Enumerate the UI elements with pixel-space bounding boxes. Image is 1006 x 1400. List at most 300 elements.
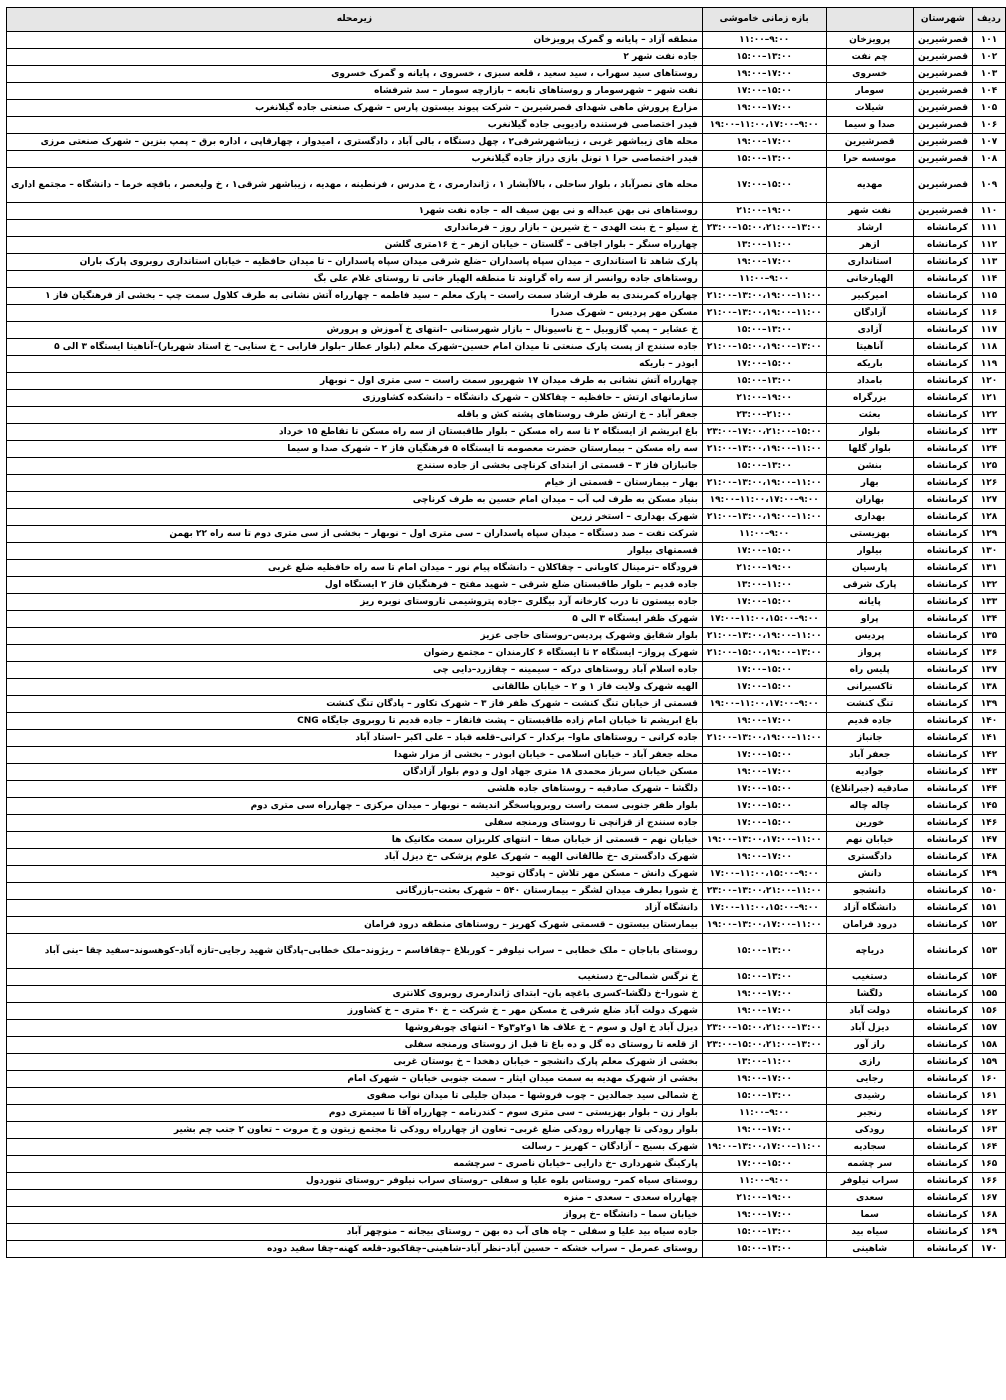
table-row [7,1071,1006,1088]
table-row [7,1020,1006,1037]
county-cell: کرمانشاه [913,611,972,628]
city-cell: پراو [826,611,913,628]
city-cell: دانشگاه آزاد [826,900,913,917]
outage-time-cell: ۱۱:۰۰–۱۳:۰۰،۱۹:۰۰–۲۱:۰۰ [702,288,826,305]
outage-time-cell: ۱۱:۰۰–۱۳:۰۰،۱۹:۰۰–۲۱:۰۰ [702,441,826,458]
county-cell: کرمانشاه [913,1020,972,1037]
subdistrict-cell: الهیه شهرک ولایت فاز ۱ و ۲ – خیابان طالقانی [7,679,703,696]
subdistrict-cell: محله جعفر آباد – خیابان اسلامی – خیابان ابوذر – بخشی از مزار شهدا [7,747,703,764]
outage-time-cell: ۱۷:۰۰–۱۹:۰۰ [702,713,826,730]
city-cell: بهار [826,475,913,492]
subdistrict-cell: جاده سیاه بید علیا و سفلی – چاه های آب ده بهن – روستای بیجانه – منوچهر آباد [7,1224,703,1241]
row-number-cell: ۱۳۷ [972,662,1005,679]
subdistrict-cell: روستاهای نی بهن عبداله و نی بهن سیف اله – جاده نفت شهر۱ [7,203,703,220]
table-row [7,1054,1006,1071]
row-number-cell: ۱۵۰ [972,883,1005,900]
subdistrict-cell: خ نرگس شمالی–خ دستغیب [7,969,703,986]
outage-time-cell: ۱۵:۰۰–۱۷:۰۰ [702,747,826,764]
subdistrict-cell: باغ ابریشم تا خیابان امام زاده طاقبستان – پشت فانفار – جاده قدیم تا روبروی جایگاه CNG [7,713,703,730]
county-cell: کرمانشاه [913,560,972,577]
city-cell: راز آور [826,1037,913,1054]
county-cell: قصرشیرین [913,117,972,134]
subdistrict-cell: خیابان سما – دانشگاه –خ پرواز [7,1207,703,1224]
county-cell: کرمانشاه [913,1207,972,1224]
county-cell: کرمانشاه [913,441,972,458]
city-cell: بهاران [826,492,913,509]
subdistrict-cell: فیدر اختصاصی فرستنده رادیویی جاده گیلانغرب [7,117,703,134]
city-cell: پلیس راه [826,662,913,679]
subdistrict-cell: شرکت نفت – صد دستگاه – میدان سپاه پاسداران – سی متری اول – نوبهار – بخشی از سی متری دوم تا سه راه ۲۲ بهمن [7,526,703,543]
county-cell: قصرشیرین [913,66,972,83]
table-row [7,237,1006,254]
county-cell: قصرشیرین [913,32,972,49]
county-cell: کرمانشاه [913,764,972,781]
city-cell: جعفر آباد [826,747,913,764]
county-cell: کرمانشاه [913,730,972,747]
city-cell: رودکی [826,1122,913,1139]
row-number-cell: ۱۲۳ [972,424,1005,441]
county-cell: کرمانشاه [913,900,972,917]
table-row [7,254,1006,271]
row-number-cell: ۱۵۲ [972,917,1005,934]
city-cell: آزادی [826,322,913,339]
subdistrict-cell: روستاهای سید سهراب ، سید سعید ، قلعه سبزی ، خسروی ، پایانه و گمرک خسروی [7,66,703,83]
outage-time-cell: ۱۵:۰۰–۱۷:۰۰ [702,594,826,611]
county-cell: کرمانشاه [913,696,972,713]
county-cell: کرمانشاه [913,373,972,390]
row-number-cell: ۱۰۱ [972,32,1005,49]
county-cell: کرمانشاه [913,747,972,764]
subdistrict-cell: مزارع پرورش ماهی شهدای قصرشیرین – شرکت پیوند بیستون پارس – شهرک صنعتی جاده گیلانغرب [7,100,703,117]
outage-time-cell: ۹:۰۰–۱۱:۰۰،۱۷:۰۰–۱۹:۰۰ [702,117,826,134]
city-cell: جوادیه [826,764,913,781]
county-cell: کرمانشاه [913,662,972,679]
city-cell: دیزل آباد [826,1020,913,1037]
outage-time-cell: ۱۱:۰۰–۱۳:۰۰،۱۷:۰۰–۱۹:۰۰ [702,832,826,849]
county-cell: کرمانشاه [913,917,972,934]
row-number-cell: ۱۱۶ [972,305,1005,322]
subdistrict-cell: از قلعه تا روستای ده گل و ده باغ تا قبل از روستای ورمنجه سفلی [7,1037,703,1054]
table-row [7,781,1006,798]
county-cell: کرمانشاه [913,1139,972,1156]
city-cell: باریکه [826,356,913,373]
table-row [7,543,1006,560]
city-cell: بنشن [826,458,913,475]
table-row [7,747,1006,764]
city-cell: سیاه بید [826,1224,913,1241]
table-row [7,1105,1006,1122]
row-number-cell: ۱۳۹ [972,696,1005,713]
subdistrict-cell: شهرک دولت آباد ضلع شرقی خ مسکن مهر – خ شرکت – خ ۴۰ متری – خ کشاورز [7,1003,703,1020]
table-row [7,969,1006,986]
outage-time-cell: ۱۹:۰۰–۲۱:۰۰ [702,1190,826,1207]
subdistrict-cell: چهارراه سعدی – سعدی – منزه [7,1190,703,1207]
outage-time-cell: ۱۱:۰۰–۱۳:۰۰ [702,1054,826,1071]
county-cell: کرمانشاه [913,969,972,986]
subdistrict-cell: خ عشایر – پمپ گازوییل – خ ناسیونال – بازار شهرستانی –انتهای خ آموزش و پرورش [7,322,703,339]
city-cell: بامداد [826,373,913,390]
city-cell: آزادگان [826,305,913,322]
row-number-cell: ۱۵۷ [972,1020,1005,1037]
header-county: شهرستان [913,8,972,32]
subdistrict-cell: خ شورا–خ دلگشا–کسری باغچه بان– ابتدای ژاندارمری روبروی کلانتری [7,986,703,1003]
row-number-cell: ۱۱۷ [972,322,1005,339]
outage-time-cell: ۱۳:۰۰–۱۵:۰۰ [702,934,826,969]
outage-time-cell: ۹:۰۰–۱۱:۰۰ [702,32,826,49]
table-row [7,594,1006,611]
row-number-cell: ۱۶۱ [972,1088,1005,1105]
subdistrict-cell: باغ ابریشم از ایستگاه ۲ تا سه راه مسکن – بلوار طاقبستان از سه راه مسکن تا تقاطع ۱۵ خرداد [7,424,703,441]
row-number-cell: ۱۴۳ [972,764,1005,781]
county-cell: قصرشیرین [913,134,972,151]
row-number-cell: ۱۲۸ [972,509,1005,526]
outage-time-cell: ۱۱:۰۰–۱۳:۰۰،۱۹:۰۰–۲۱:۰۰ [702,509,826,526]
table-row [7,798,1006,815]
city-cell: ارشاد [826,220,913,237]
subdistrict-cell: خ شمالی سید جمالدین – چوب فروشها – میدان جلیلی تا میدان نواب صفوی [7,1088,703,1105]
table-row [7,696,1006,713]
outage-time-cell: ۱۱:۰۰–۱۳:۰۰،۱۷:۰۰–۱۹:۰۰ [702,917,826,934]
outage-time-cell: ۱۳:۰۰–۱۵:۰۰ [702,458,826,475]
county-cell: کرمانشاه [913,509,972,526]
city-cell: پردیس [826,628,913,645]
row-number-cell: ۱۶۴ [972,1139,1005,1156]
city-cell: بعثت [826,407,913,424]
city-cell: سومار [826,83,913,100]
row-number-cell: ۱۰۴ [972,83,1005,100]
city-cell: پارسیان [826,560,913,577]
subdistrict-cell: جانبازان فاز ۳ – قسمتی از ابتدای کرناچی بخشی از جاده سنندج [7,458,703,475]
subdistrict-cell: جاده سنندج از پست پارک صنعتی تا میدان امام حسین–شهرک معلم (بلوار عطار –بلوار فارابی – خ سنایی– خ استاد شهریار)–آناهیتا ایستگاه ۳ الی ۵ [7,339,703,356]
city-cell: جانباز [826,730,913,747]
table-row [7,1224,1006,1241]
table-row [7,322,1006,339]
county-cell: قصرشیرین [913,83,972,100]
outage-time-cell: ۱۹:۰۰–۲۱:۰۰ [702,390,826,407]
outage-time-cell: ۱۱:۰۰–۱۳:۰۰،۱۹:۰۰–۲۱:۰۰ [702,305,826,322]
header-row-number: ردیف [972,8,1005,32]
outage-time-cell: ۹:۰۰–۱۱:۰۰،۱۵:۰۰–۱۷:۰۰ [702,900,826,917]
row-number-cell: ۱۵۳ [972,934,1005,969]
table-row [7,271,1006,288]
county-cell: قصرشیرین [913,203,972,220]
subdistrict-cell: سه راه مسکن – بیمارستان حضرت معصومه تا ایستگاه ۵ فرهنگیان فاز ۲ – شهرک صدا و سیما [7,441,703,458]
row-number-cell: ۱۲۴ [972,441,1005,458]
county-cell: کرمانشاه [913,883,972,900]
row-number-cell: ۱۵۹ [972,1054,1005,1071]
table-row [7,611,1006,628]
city-cell: پارک شرقی [826,577,913,594]
subdistrict-cell: چهارراه کمربندی به طرف ارشاد سمت راست – پارک معلم – سید فاطمه – چهارراه آتش نشانی به طرف کلاول سمت چپ – بخشی از فرهنگیان فاز ۱ [7,288,703,305]
table-row [7,934,1006,969]
outage-time-cell: ۱۷:۰۰–۱۹:۰۰ [702,764,826,781]
table-body [7,32,1006,1258]
row-number-cell: ۱۰۸ [972,151,1005,168]
subdistrict-cell: خ شورا بطرف میدان لشگر – بیمارستان ۵۴۰ – شهرک بعثت–بازرگانی [7,883,703,900]
county-cell: کرمانشاه [913,1224,972,1241]
city-cell: امیرکبیر [826,288,913,305]
city-cell: قصرشیرین [826,134,913,151]
city-cell: ازهر [826,237,913,254]
city-cell: نفت شهر [826,203,913,220]
subdistrict-cell: فرودگاه –ترمینال کاویانی – چقاکلان – دانشگاه پیام نور – میدان امام تا سه راه حافظیه ضلع غربی [7,560,703,577]
city-cell: بهداری [826,509,913,526]
outage-time-cell: ۱۹:۰۰–۲۱:۰۰ [702,203,826,220]
row-number-cell: ۱۲۷ [972,492,1005,509]
city-cell: دلگشا [826,986,913,1003]
city-cell: مهدیه [826,168,913,203]
table-row [7,168,1006,203]
subdistrict-cell: مسکن خیابان سرباز محمدی ۱۸ متری جهاد اول و دوم بلوار آزادگان [7,764,703,781]
city-cell: دولت آباد [826,1003,913,1020]
header-city [826,8,913,32]
city-cell: بلوار گلها [826,441,913,458]
city-cell: بیلوار [826,543,913,560]
table-row [7,151,1006,168]
outage-time-cell: ۱۷:۰۰–۱۹:۰۰ [702,849,826,866]
city-cell: چم نفت [826,49,913,66]
row-number-cell: ۱۳۸ [972,679,1005,696]
city-cell: چاله چاله [826,798,913,815]
subdistrict-cell: پارکینگ شهرداری –خ دارایی –خیابان ناصری – سرچشمه [7,1156,703,1173]
header-row [7,8,1006,32]
outage-time-cell: ۱۷:۰۰–۱۹:۰۰ [702,134,826,151]
city-cell: دانش [826,866,913,883]
outage-time-cell: ۱۵:۰۰–۱۷:۰۰ [702,662,826,679]
city-cell: خسروی [826,66,913,83]
county-cell: کرمانشاه [913,866,972,883]
city-cell: بلوار [826,424,913,441]
row-number-cell: ۱۲۹ [972,526,1005,543]
county-cell: کرمانشاه [913,594,972,611]
county-cell: کرمانشاه [913,356,972,373]
subdistrict-cell: بلوار ظفر جنوبی سمت راست روبروپاسخگر اندیشه – نوبهار – میدان مرکزی – چهارراه سی متری دوم [7,798,703,815]
county-cell: کرمانشاه [913,577,972,594]
row-number-cell: ۱۰۷ [972,134,1005,151]
county-cell: کرمانشاه [913,543,972,560]
row-number-cell: ۱۶۰ [972,1071,1005,1088]
table-row [7,134,1006,151]
table-row [7,1122,1006,1139]
outage-time-cell: ۱۳:۰۰–۱۵:۰۰،۱۹:۰۰–۲۱:۰۰ [702,339,826,356]
outage-time-cell: ۹:۰۰–۱۱:۰۰،۱۵:۰۰–۱۷:۰۰ [702,611,826,628]
subdistrict-cell: روستای باباجان – ملک خطابی – سراب نیلوفر – کوربلاغ –چقاقاسم – ریژوند–ملک خطابی–پادگان شهید رجایی–تازه آباد–کوهسوند–سفید چقا –بنی آباد [7,934,703,969]
row-number-cell: ۱۰۹ [972,168,1005,203]
row-number-cell: ۱۴۹ [972,866,1005,883]
table-row [7,662,1006,679]
outage-time-cell: ۱۳:۰۰–۱۵:۰۰ [702,49,826,66]
table-row [7,1190,1006,1207]
subdistrict-cell: جاده نفت شهر ۲ [7,49,703,66]
subdistrict-cell: بیمارستان بیستون – قسمتی شهرک کهریز – روستاهای منطقه درود فرامان [7,917,703,934]
subdistrict-cell: پارک شاهد تا استانداری – میدان سپاه پاسداران –ضلع شرقی میدان سپاه پاسداران – تا میدان حافظیه – خیابان استانداری روبروی پارک باران [7,254,703,271]
table-row [7,475,1006,492]
row-number-cell: ۱۶۸ [972,1207,1005,1224]
subdistrict-cell: شهرک ظفر ایستگاه ۳ الی ۵ [7,611,703,628]
outage-time-cell: ۲۱:۰۰–۲۳:۰۰ [702,407,826,424]
subdistrict-cell: جعفر آباد – خ ارتش طرف روستاهای پشته کش و باقله [7,407,703,424]
table-row [7,815,1006,832]
row-number-cell: ۱۳۰ [972,543,1005,560]
header-subdistrict: زیرمحله [7,8,703,32]
subdistrict-cell: دانشگاه آزاد [7,900,703,917]
outage-time-cell: ۹:۰۰–۱۱:۰۰،۱۷:۰۰–۱۹:۰۰ [702,696,826,713]
county-cell: کرمانشاه [913,1190,972,1207]
table-row [7,373,1006,390]
outage-time-cell: ۱۳:۰۰–۱۵:۰۰،۲۱:۰۰–۲۳:۰۰ [702,220,826,237]
city-cell: تنگ کنشت [826,696,913,713]
outage-time-cell: ۹:۰۰–۱۱:۰۰ [702,1173,826,1190]
row-number-cell: ۱۴۶ [972,815,1005,832]
subdistrict-cell: جاده قدیم – بلوار طاقبستان ضلع شرقی – شهید مفتح – فرهنگیان فاز ۲ ایستگاه اول [7,577,703,594]
outage-time-cell: ۱۱:۰۰–۱۳:۰۰ [702,577,826,594]
outage-schedule-table [6,7,1006,1258]
city-cell: بزرگراه [826,390,913,407]
table-row [7,628,1006,645]
county-cell: کرمانشاه [913,526,972,543]
subdistrict-cell: بلوار شقایق وشهرک پردیس–روستای حاجی عزیز [7,628,703,645]
subdistrict-cell: بخشی از شهرک مهدیه به سمت میدان ایثار – سمت جنوبی خیابان – شهرک امام [7,1071,703,1088]
city-cell: الهیارخانی [826,271,913,288]
subdistrict-cell: منطقه آزاد – پایانه و گمرک پرویزخان [7,32,703,49]
county-cell: کرمانشاه [913,254,972,271]
outage-time-cell: ۱۵:۰۰–۱۷:۰۰ [702,679,826,696]
subdistrict-cell: ابوذر – باریکه [7,356,703,373]
header-outage-time: بازه زمانی خاموشی [702,8,826,32]
county-cell: کرمانشاه [913,220,972,237]
county-cell: کرمانشاه [913,832,972,849]
row-number-cell: ۱۰۲ [972,49,1005,66]
city-cell: صادقیه (جبرانلاغ) [826,781,913,798]
table-row [7,986,1006,1003]
outage-time-cell: ۱۷:۰۰–۱۹:۰۰ [702,1207,826,1224]
outage-time-cell: ۱۳:۰۰–۱۵:۰۰ [702,1088,826,1105]
outage-time-cell: ۱۷:۰۰–۱۹:۰۰ [702,66,826,83]
table-row [7,356,1006,373]
city-cell: جاده قدیم [826,713,913,730]
outage-time-cell: ۱۳:۰۰–۱۵:۰۰،۱۹:۰۰–۲۱:۰۰ [702,645,826,662]
city-cell: شیلات [826,100,913,117]
row-number-cell: ۱۶۵ [972,1156,1005,1173]
outage-time-cell: ۱۵:۰۰–۱۷:۰۰ [702,1156,826,1173]
county-cell: کرمانشاه [913,713,972,730]
city-cell: تاکسیرانی [826,679,913,696]
city-cell: سراب نیلوفر [826,1173,913,1190]
subdistrict-cell: قسمتهای بیلوار [7,543,703,560]
row-number-cell: ۱۶۷ [972,1190,1005,1207]
subdistrict-cell: نفت شهر – شهرسومار و روستاهای تابعه – بازارچه سومار – سد شرفشاه [7,83,703,100]
outage-time-cell: ۱۵:۰۰–۱۷:۰۰ [702,798,826,815]
row-number-cell: ۱۰۵ [972,100,1005,117]
subdistrict-cell: فیدر اختصاصی حرا ۱ تونل بازی دراز جاده گیلانغرب [7,151,703,168]
table-row [7,1139,1006,1156]
outage-time-cell: ۱۳:۰۰–۱۵:۰۰ [702,373,826,390]
outage-time-cell: ۱۱:۰۰–۱۳:۰۰،۱۹:۰۰–۲۱:۰۰ [702,475,826,492]
outage-time-cell: ۱۳:۰۰–۱۵:۰۰ [702,1224,826,1241]
table-row [7,1156,1006,1173]
county-cell: کرمانشاه [913,1088,972,1105]
outage-time-cell: ۱۱:۰۰–۱۳:۰۰،۱۷:۰۰–۱۹:۰۰ [702,1139,826,1156]
row-number-cell: ۱۶۶ [972,1173,1005,1190]
row-number-cell: ۱۱۴ [972,271,1005,288]
table-row [7,866,1006,883]
table-row [7,288,1006,305]
outage-time-cell: ۹:۰۰–۱۱:۰۰،۱۵:۰۰–۱۷:۰۰ [702,866,826,883]
county-cell: کرمانشاه [913,1241,972,1258]
subdistrict-cell: شهرک بهداری – استخر زرین [7,509,703,526]
row-number-cell: ۱۲۰ [972,373,1005,390]
table-row [7,117,1006,134]
county-cell: کرمانشاه [913,1122,972,1139]
outage-time-cell: ۱۷:۰۰–۱۹:۰۰ [702,100,826,117]
table-row [7,1241,1006,1258]
table-row [7,526,1006,543]
row-number-cell: ۱۳۶ [972,645,1005,662]
outage-time-cell: ۱۵:۰۰–۱۷:۰۰ [702,356,826,373]
city-cell: پایانه [826,594,913,611]
outage-time-cell: ۱۷:۰۰–۱۹:۰۰ [702,1071,826,1088]
subdistrict-cell: بنیاد مسکن به طرف لب آب – میدان امام حسین به طرف کرناچی [7,492,703,509]
county-cell: قصرشیرین [913,49,972,66]
row-number-cell: ۱۱۲ [972,237,1005,254]
table-row [7,66,1006,83]
outage-time-cell: ۱۱:۰۰–۱۳:۰۰،۱۹:۰۰–۲۱:۰۰ [702,730,826,747]
subdistrict-cell: روستای عمرمل – سراب خشکه – حسین آباد–نظر آباد–شاهینی–چقاکبود–قلعه کهنه–چقا سفید دوده [7,1241,703,1258]
table-row [7,730,1006,747]
row-number-cell: ۱۷۰ [972,1241,1005,1258]
table-row [7,100,1006,117]
table-row [7,203,1006,220]
outage-time-cell: ۱۷:۰۰–۱۹:۰۰ [702,986,826,1003]
county-cell: کرمانشاه [913,679,972,696]
row-number-cell: ۱۳۱ [972,560,1005,577]
table-row [7,509,1006,526]
city-cell: رجایی [826,1071,913,1088]
row-number-cell: ۱۴۰ [972,713,1005,730]
city-cell: شاهینی [826,1241,913,1258]
row-number-cell: ۱۱۵ [972,288,1005,305]
row-number-cell: ۱۳۵ [972,628,1005,645]
city-cell: آناهیتا [826,339,913,356]
city-cell: دریاچه [826,934,913,969]
row-number-cell: ۱۵۸ [972,1037,1005,1054]
subdistrict-cell: بهار – بیمارستان – قسمتی از خیام [7,475,703,492]
row-number-cell: ۱۱۳ [972,254,1005,271]
row-number-cell: ۱۵۶ [972,1003,1005,1020]
outage-time-cell: ۹:۰۰–۱۱:۰۰ [702,526,826,543]
city-cell: رازی [826,1054,913,1071]
row-number-cell: ۱۱۱ [972,220,1005,237]
outage-time-cell: ۱۵:۰۰–۱۷:۰۰،۲۱:۰۰–۲۳:۰۰ [702,424,826,441]
city-cell: رنجبر [826,1105,913,1122]
subdistrict-cell: قسمتی از خیابان تنگ کنشت – شهرک ظفر فاز ۳ – شهرک تکاور – پادگان تنگ کنشت [7,696,703,713]
subdistrict-cell: جاده کرانی – روستاهای ماوا– برکدار – کرانی–قلعه قباد – علی اکبر –استاد آباد [7,730,703,747]
subdistrict-cell: بلوار زن – بلوار بهزیستی – سی متری سوم – کندرنامه – چهارراه آقا تا سیمتری دوم [7,1105,703,1122]
county-cell: کرمانشاه [913,849,972,866]
county-cell: کرمانشاه [913,986,972,1003]
table-row [7,424,1006,441]
table-row [7,1037,1006,1054]
subdistrict-cell: خیابان نهم – قسمتی از خیابان صفا – انتهای کلریزان سمت مکانیک ها [7,832,703,849]
table-row [7,492,1006,509]
city-cell: دستغیب [826,969,913,986]
outage-time-cell: ۱۷:۰۰–۱۹:۰۰ [702,254,826,271]
row-number-cell: ۱۰۳ [972,66,1005,83]
city-cell: سما [826,1207,913,1224]
row-number-cell: ۱۴۸ [972,849,1005,866]
row-number-cell: ۱۵۴ [972,969,1005,986]
subdistrict-cell: شهرک بسیج – آزادگان – کهریز – رسالت [7,1139,703,1156]
